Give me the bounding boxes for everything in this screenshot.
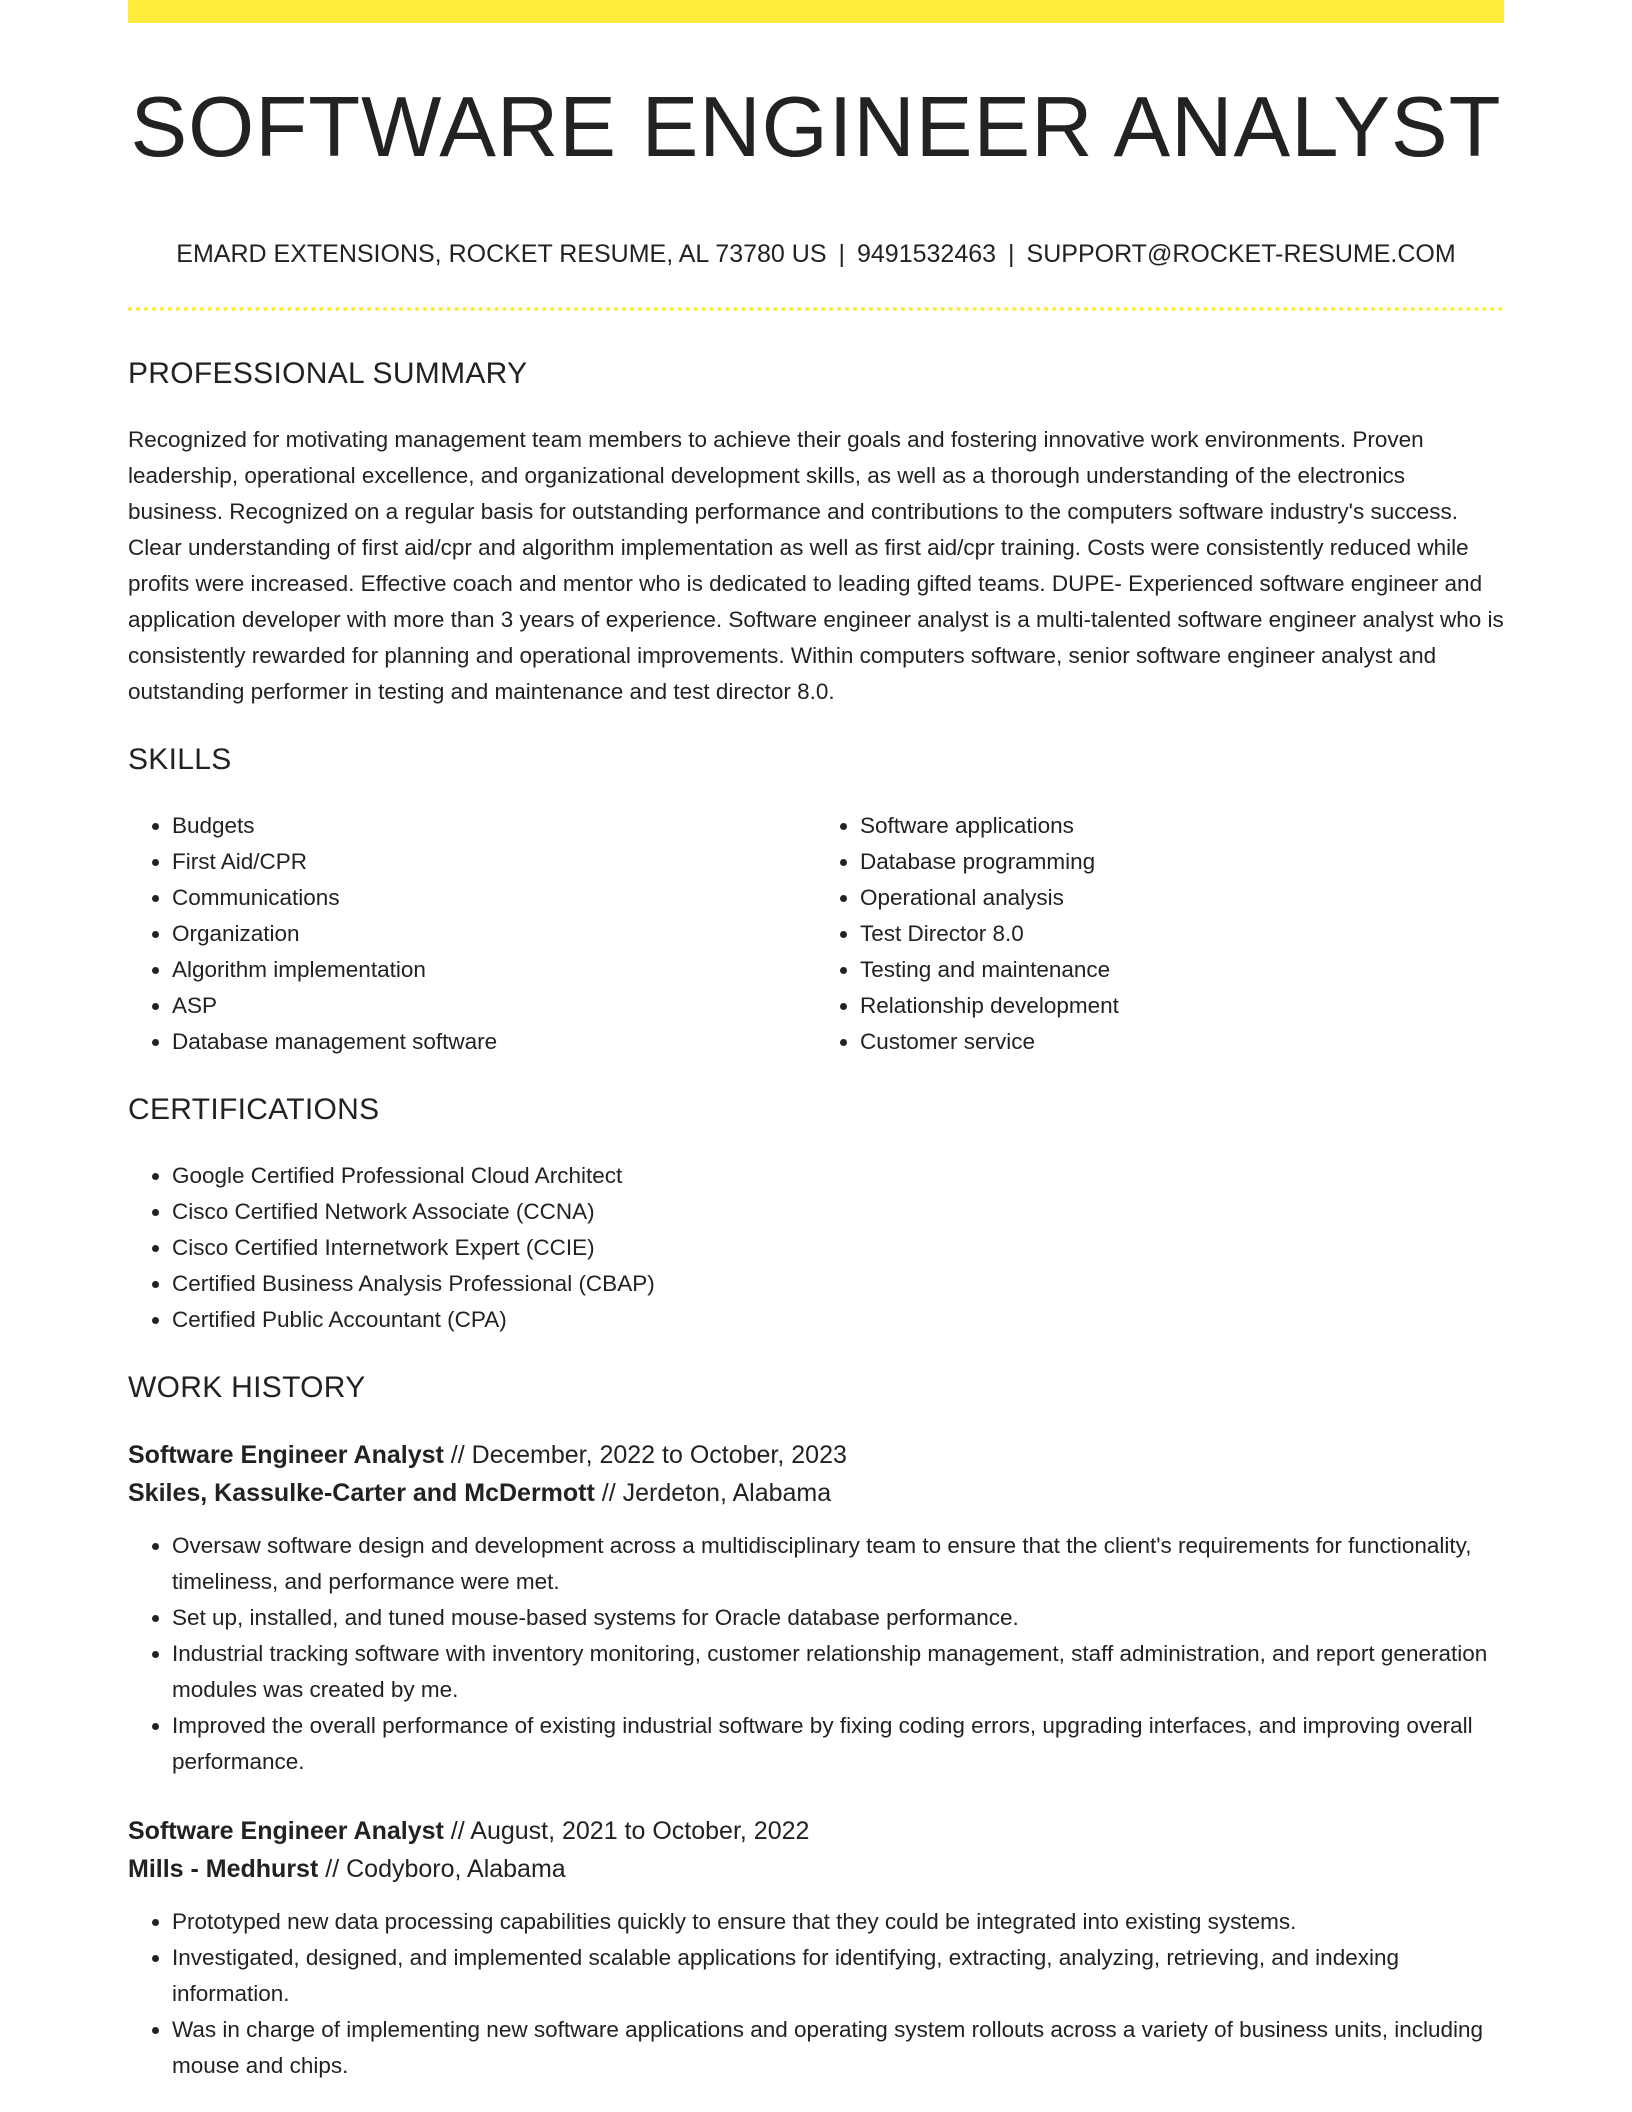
job-location: Codyboro, Alabama bbox=[346, 1855, 566, 1883]
job-bullet: • Set up, installed, and tuned mouse-based systems for Oracle database performance. bbox=[172, 1600, 1504, 1636]
skill-item: • Database management software bbox=[172, 1024, 816, 1060]
skill-item: • Customer service bbox=[860, 1024, 1504, 1060]
job-bullets bbox=[128, 1904, 1504, 2084]
header-divider bbox=[128, 307, 1504, 311]
skill-item: • Software applications bbox=[860, 808, 1504, 844]
contact-separator: | bbox=[1008, 240, 1015, 268]
skill-item: • Operational analysis bbox=[860, 880, 1504, 916]
job-bullet: • Improved the overall performance of existing industrial software by fixing coding errors, upgrading interfaces, and improving overall performance. bbox=[172, 1708, 1504, 1780]
resume-body bbox=[128, 352, 1504, 2112]
summary-section bbox=[128, 352, 1504, 710]
certification-item: • Google Certified Professional Cloud Architect bbox=[172, 1158, 1504, 1194]
resume-title: SOFTWARE ENGINEER ANALYST bbox=[130, 80, 1502, 175]
skill-item: • Organization bbox=[172, 916, 816, 952]
job-bullet: • Investigated, designed, and implemented scalable applications for identifying, extracting, analyzing, retrieving, and indexing information. bbox=[172, 1940, 1504, 2012]
skill-item: • ASP bbox=[172, 988, 816, 1024]
certification-item: • Certified Public Accountant (CPA) bbox=[172, 1302, 1504, 1338]
job-company: Skiles, Kassulke-Carter and McDermott bbox=[128, 1479, 595, 1507]
skills-heading: SKILLS bbox=[128, 743, 232, 776]
skill-item: • First Aid/CPR bbox=[172, 844, 816, 880]
job-bullet: • Was in charge of implementing new software applications and operating system rollouts across a variety of business units, including mouse and chips. bbox=[172, 2012, 1504, 2084]
job-title: Software Engineer Analyst bbox=[128, 1441, 444, 1469]
job-bullet: • Prototyped new data processing capabilities quickly to ensure that they could be integrated into existing systems. bbox=[172, 1904, 1504, 1940]
skill-item: • Database programming bbox=[860, 844, 1504, 880]
job-title: Software Engineer Analyst bbox=[128, 1817, 444, 1845]
job-separator: // bbox=[450, 1817, 465, 1845]
work-history-heading: WORK HISTORY bbox=[128, 1371, 366, 1404]
job-title-line bbox=[128, 1436, 1504, 1474]
contact-email: SUPPORT@ROCKET-RESUME.COM bbox=[1026, 240, 1456, 268]
job-company-line bbox=[128, 1850, 1504, 1888]
certification-item: • Certified Business Analysis Professional (CBAP) bbox=[172, 1266, 1504, 1302]
contact-line bbox=[128, 236, 1504, 272]
skills-list-left bbox=[128, 808, 816, 1060]
skill-item: • Relationship development bbox=[860, 988, 1504, 1024]
skill-item: • Communications bbox=[172, 880, 816, 916]
contact-phone: 9491532463 bbox=[857, 240, 997, 268]
certifications-list bbox=[128, 1158, 1504, 1338]
certifications-heading: CERTIFICATIONS bbox=[128, 1093, 380, 1126]
job-bullets bbox=[128, 1528, 1504, 1780]
job-separator: // bbox=[601, 1479, 616, 1507]
job-location: Jerdeton, Alabama bbox=[622, 1479, 832, 1507]
job-bullet: • Industrial tracking software with inventory monitoring, customer relationship management, staff administration, and report generation modules was created by me. bbox=[172, 1636, 1504, 1708]
certifications-section bbox=[128, 1088, 1504, 1338]
job-company-line bbox=[128, 1474, 1504, 1512]
job-entry bbox=[128, 1812, 1504, 2084]
skills-section bbox=[128, 738, 1504, 1060]
skill-item: • Test Director 8.0 bbox=[860, 916, 1504, 952]
skill-item: • Algorithm implementation bbox=[172, 952, 816, 988]
skill-item: • Testing and maintenance bbox=[860, 952, 1504, 988]
contact-separator: | bbox=[838, 240, 845, 268]
job-dates: August, 2021 to October, 2022 bbox=[470, 1817, 810, 1845]
job-separator: // bbox=[450, 1441, 465, 1469]
job-company: Mills - Medhurst bbox=[128, 1855, 319, 1883]
summary-text: Recognized for motivating management team members to achieve their goals and fostering innovative work environments. Proven leadership, operational excellence, and organizational development skills, as well as a thorough understanding of the electronics business. Recognized on a regular basis for outstanding performance and contributions to the computers software industry's success. Clear understanding of first aid/cpr and algorithm implementation as well as first aid/cpr training. Costs were consistently reduced while profits were increased. Effective coach and mentor who is dedicated to leading gifted teams. DUPE- Experienced software engineer and application developer with more than 3 years of experience. Software engineer analyst is a multi-talented software engineer analyst who is consistently rewarded for planning and operational improvements. Within computers software, senior software engineer analyst and outstanding performer in testing and maintenance and test director 8.0. bbox=[128, 427, 1504, 704]
job-bullet: • Oversaw software design and development across a multidisciplinary team to ensure that the client's requirements for functionality, timeliness, and performance were met. bbox=[172, 1528, 1504, 1600]
job-title-line bbox=[128, 1812, 1504, 1850]
certification-item: • Cisco Certified Network Associate (CCNA) bbox=[172, 1194, 1504, 1230]
job-entry bbox=[128, 1436, 1504, 1780]
skill-item: • Budgets bbox=[172, 808, 816, 844]
skills-grid bbox=[128, 808, 1504, 1060]
skills-list-right bbox=[816, 808, 1504, 1060]
work-history-section bbox=[128, 1366, 1504, 2084]
accent-bar bbox=[128, 0, 1504, 23]
job-dates: December, 2022 to October, 2023 bbox=[471, 1441, 847, 1469]
contact-address: EMARD EXTENSIONS, ROCKET RESUME, AL 73780 US bbox=[176, 240, 827, 268]
job-separator: // bbox=[325, 1855, 340, 1883]
summary-heading: PROFESSIONAL SUMMARY bbox=[128, 357, 528, 390]
certification-item: • Cisco Certified Internetwork Expert (CCIE) bbox=[172, 1230, 1504, 1266]
